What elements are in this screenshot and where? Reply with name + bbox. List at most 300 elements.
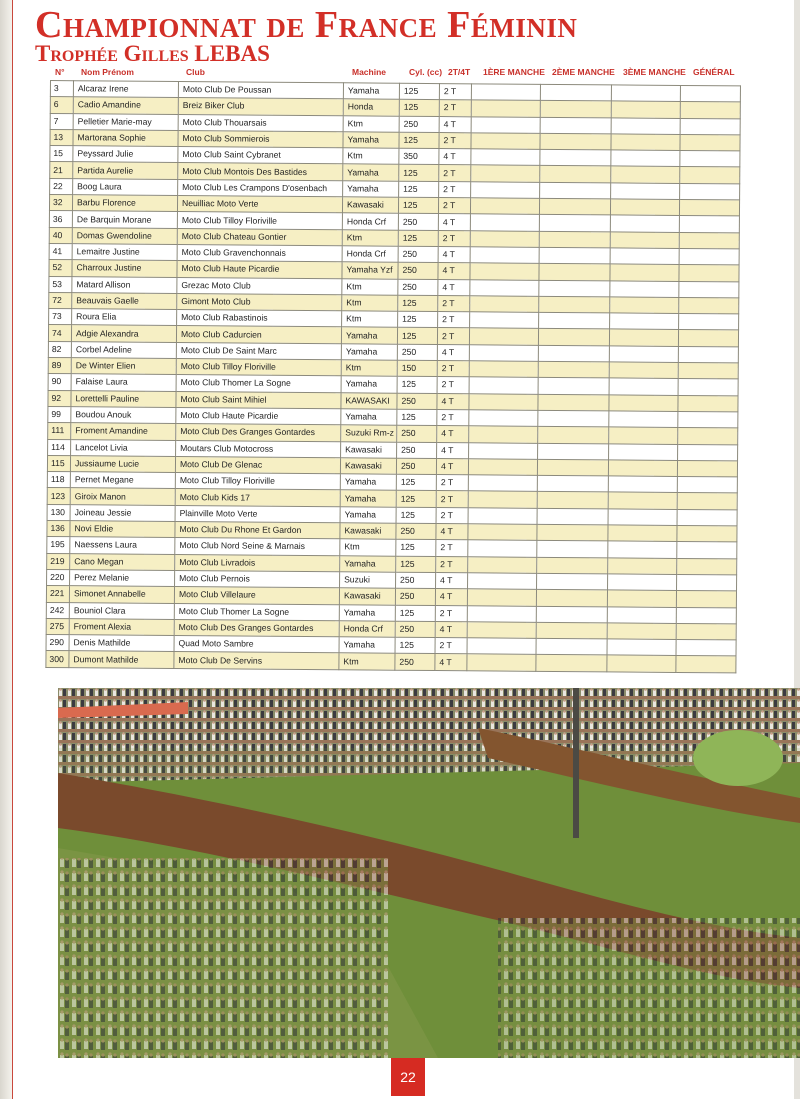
- rider-machine: Yamaha: [340, 507, 396, 524]
- rider-name: Lancelot Livia: [71, 439, 176, 456]
- rider-name: Cadio Amandine: [73, 97, 178, 114]
- manche-3-cell: [611, 118, 680, 135]
- column-header-num: N°: [55, 67, 65, 77]
- manche-3-cell: [608, 460, 677, 477]
- general-cell: [678, 379, 738, 396]
- general-cell: [677, 525, 737, 542]
- manche-2-cell: [539, 264, 610, 281]
- manche-3-cell: [608, 509, 677, 526]
- manche-2-cell: [536, 638, 607, 655]
- rider-stroke: 2 T: [438, 198, 470, 215]
- rider-machine: Ktm: [342, 311, 398, 328]
- rider-machine: Kawasaki: [339, 588, 395, 605]
- manche-2-cell: [537, 541, 608, 558]
- manche-2-cell: [538, 361, 609, 378]
- rider-cylinder: 125: [396, 491, 436, 508]
- rider-cylinder: 125: [396, 556, 436, 573]
- general-cell: [676, 623, 736, 640]
- rider-name: Adgie Alexandra: [71, 325, 176, 342]
- general-cell: [676, 640, 736, 657]
- rider-club: Breiz Biker Club: [178, 98, 343, 116]
- rider-club: Moto Club Pernois: [175, 570, 340, 588]
- rider-cylinder: 250: [397, 393, 437, 410]
- rider-number: 72: [49, 292, 72, 308]
- rider-number: 242: [46, 602, 69, 618]
- rider-number: 123: [47, 488, 70, 504]
- manche-2-cell: [538, 443, 609, 460]
- rider-stroke: 2 T: [435, 605, 467, 622]
- manche-1-cell: [469, 377, 538, 394]
- manche-2-cell: [537, 459, 608, 476]
- rider-machine: Yamaha: [340, 490, 396, 507]
- rider-machine: Honda Crf: [339, 621, 395, 638]
- rider-name: Cano Megan: [70, 553, 175, 570]
- rider-machine: Kawasaki: [340, 458, 396, 475]
- rider-cylinder: 250: [395, 588, 435, 605]
- manche-1-cell: [469, 328, 538, 345]
- rider-cylinder: 250: [395, 654, 435, 671]
- rider-number: 111: [48, 423, 71, 439]
- rider-number: 99: [48, 406, 71, 422]
- rider-machine: Ktm: [342, 295, 398, 312]
- page-subtitle: Trophée Gilles LEBAS: [35, 41, 270, 66]
- manche-1-cell: [470, 296, 539, 313]
- rider-name: Alcaraz Irene: [73, 81, 178, 98]
- general-cell: [678, 411, 738, 428]
- manche-2-cell: [537, 475, 608, 492]
- rider-cylinder: 125: [398, 295, 438, 312]
- rider-name: Giroix Manon: [70, 488, 175, 505]
- manche-3-cell: [610, 215, 679, 232]
- rider-stroke: 2 T: [438, 295, 470, 312]
- rider-number: 89: [48, 358, 71, 374]
- column-header-manche-2: 2ÈME MANCHE: [552, 67, 615, 77]
- rider-machine: Yamaha Yzf: [342, 262, 398, 279]
- rider-stroke: 2 T: [437, 361, 469, 378]
- rider-name: De Barquin Morane: [72, 211, 177, 228]
- rider-number: 195: [47, 537, 70, 553]
- rider-number: 219: [47, 553, 70, 569]
- manche-3-cell: [608, 574, 677, 591]
- manche-3-cell: [611, 101, 680, 118]
- general-cell: [677, 558, 737, 575]
- manche-3-cell: [608, 492, 677, 509]
- rider-club: Moto Club Chateau Gontier: [177, 228, 342, 246]
- rider-cylinder: 350: [399, 148, 439, 165]
- general-cell: [679, 216, 739, 233]
- manche-1-cell: [467, 654, 536, 671]
- rider-name: Bouniol Clara: [69, 602, 174, 619]
- rider-machine: Yamaha: [340, 474, 396, 491]
- manche-1-cell: [471, 133, 540, 150]
- manche-1-cell: [468, 491, 537, 508]
- rider-name: Denis Mathilde: [69, 635, 174, 652]
- rider-machine: KAWASAKI: [341, 392, 397, 409]
- column-header-general: GÉNÉRAL: [693, 67, 735, 77]
- rider-club: Moto Club Haute Picardie: [177, 261, 342, 279]
- manche-3-cell: [610, 232, 679, 249]
- rider-stroke: 4 T: [438, 247, 470, 264]
- manche-3-cell: [609, 411, 678, 428]
- manche-1-cell: [469, 426, 538, 443]
- manche-2-cell: [538, 394, 609, 411]
- rider-stroke: 4 T: [439, 116, 471, 133]
- rider-cylinder: 250: [398, 246, 438, 263]
- results-table: [45, 80, 741, 673]
- manche-1-cell: [469, 442, 538, 459]
- manche-3-cell: [609, 346, 678, 363]
- rider-machine: Honda Crf: [342, 213, 398, 230]
- rider-stroke: 2 T: [435, 638, 467, 655]
- rider-machine: Yamaha: [341, 344, 397, 361]
- rider-name: Perez Melanie: [70, 570, 175, 587]
- general-cell: [680, 167, 740, 184]
- manche-1-cell: [468, 459, 537, 476]
- general-cell: [679, 200, 739, 217]
- rider-stroke: 2 T: [439, 84, 471, 101]
- rider-number: 300: [46, 651, 69, 667]
- manche-2-cell: [540, 166, 611, 183]
- manche-1-cell: [467, 605, 536, 622]
- rider-stroke: 2 T: [439, 100, 471, 117]
- general-cell: [678, 362, 738, 379]
- manche-1-cell: [471, 165, 540, 182]
- manche-3-cell: [608, 476, 677, 493]
- general-cell: [678, 444, 738, 461]
- manche-2-cell: [540, 133, 611, 150]
- rider-machine: Yamaha: [341, 376, 397, 393]
- rider-club: Moto Club De Servins: [174, 652, 339, 670]
- rider-cylinder: 125: [399, 100, 439, 117]
- manche-3-cell: [607, 639, 676, 656]
- manche-1-cell: [471, 84, 540, 101]
- column-header-manche-1: 1ÈRE MANCHE: [483, 67, 545, 77]
- manche-2-cell: [539, 280, 610, 297]
- rider-number: 3: [50, 81, 73, 97]
- general-cell: [676, 591, 736, 608]
- manche-2-cell: [540, 182, 611, 199]
- rider-club: Moto Club Kids 17: [175, 489, 340, 507]
- rider-cylinder: 250: [398, 279, 438, 296]
- rider-club: Gimont Moto Club: [177, 293, 342, 311]
- rider-club: Moto Club Du Rhone Et Gardon: [175, 522, 340, 540]
- manche-2-cell: [537, 508, 608, 525]
- general-cell: [678, 395, 738, 412]
- rider-name: Froment Alexia: [69, 618, 174, 635]
- rider-club: Neuilliac Moto Verte: [177, 196, 342, 214]
- manche-2-cell: [536, 590, 607, 607]
- rider-cylinder: 250: [396, 523, 436, 540]
- rider-machine: Suzuki: [340, 572, 396, 589]
- rider-cylinder: 125: [396, 507, 436, 524]
- rider-machine: Yamaha: [339, 637, 395, 654]
- rider-club: Moto Club Montois Des Bastides: [178, 163, 343, 181]
- rider-stroke: 2 T: [436, 491, 468, 508]
- rider-stroke: 2 T: [439, 165, 471, 182]
- manche-1-cell: [470, 247, 539, 264]
- rider-club: Moto Club Saint Mihiel: [176, 391, 341, 409]
- manche-3-cell: [610, 313, 679, 330]
- rider-club: Moto Club Haute Picardie: [176, 407, 341, 425]
- column-header-manche-3: 3ÈME MANCHE: [623, 67, 686, 77]
- manche-3-cell: [608, 525, 677, 542]
- rider-club: Plainville Moto Verte: [175, 505, 340, 523]
- general-cell: [678, 428, 738, 445]
- general-cell: [680, 118, 740, 135]
- rider-number: 90: [48, 374, 71, 390]
- rider-cylinder: 125: [398, 197, 438, 214]
- rider-name: Falaise Laura: [71, 374, 176, 391]
- general-cell: [679, 297, 739, 314]
- rider-name: Jussiaume Lucie: [70, 456, 175, 473]
- general-cell: [679, 281, 739, 298]
- manche-3-cell: [611, 85, 680, 102]
- manche-3-cell: [610, 199, 679, 216]
- rider-number: 275: [46, 618, 69, 634]
- rider-club: Moto Club Thomer La Sogne: [174, 603, 339, 621]
- rider-stroke: 2 T: [436, 475, 468, 492]
- rider-cylinder: 150: [397, 360, 437, 377]
- rider-number: 82: [48, 341, 71, 357]
- manche-2-cell: [539, 198, 610, 215]
- rider-stroke: 2 T: [436, 556, 468, 573]
- manche-3-cell: [609, 329, 678, 346]
- column-header-machine: Machine: [352, 67, 387, 77]
- rider-cylinder: 250: [395, 621, 435, 638]
- rider-number: 53: [49, 276, 72, 292]
- manche-2-cell: [539, 215, 610, 232]
- manche-1-cell: [471, 149, 540, 166]
- manche-1-cell: [468, 524, 537, 541]
- rider-cylinder: 125: [397, 328, 437, 345]
- manche-1-cell: [468, 475, 537, 492]
- manche-2-cell: [537, 573, 608, 590]
- rider-name: De Winter Elien: [71, 358, 176, 375]
- rider-machine: Yamaha: [343, 181, 399, 198]
- rider-stroke: 2 T: [436, 540, 468, 557]
- rider-club: Moutars Club Motocross: [176, 440, 341, 458]
- column-header-club: Club: [186, 67, 205, 77]
- manche-1-cell: [468, 508, 537, 525]
- manche-2-cell: [540, 101, 611, 118]
- manche-3-cell: [608, 541, 677, 558]
- general-cell: [677, 477, 737, 494]
- rider-name: Beauvais Gaelle: [72, 293, 177, 310]
- rider-machine: Yamaha: [339, 604, 395, 621]
- rider-cylinder: 250: [397, 425, 437, 442]
- page-spine: [0, 0, 13, 1099]
- rider-stroke: 2 T: [437, 328, 469, 345]
- rider-number: 220: [47, 569, 70, 585]
- column-header-stroke: 2T/4T: [448, 67, 471, 77]
- rider-club: Moto Club Cadurcien: [176, 326, 341, 344]
- column-header-name: Nom Prénom: [81, 67, 134, 77]
- rider-stroke: 2 T: [438, 312, 470, 329]
- rider-stroke: 4 T: [435, 589, 467, 606]
- rider-number: 290: [46, 635, 69, 651]
- rider-name: Lemaitre Justine: [72, 244, 177, 261]
- manche-3-cell: [610, 297, 679, 314]
- manche-3-cell: [609, 395, 678, 412]
- manche-2-cell: [539, 296, 610, 313]
- rider-stroke: 4 T: [435, 654, 467, 671]
- manche-1-cell: [468, 573, 537, 590]
- manche-1-cell: [469, 345, 538, 362]
- rider-name: Matard Allison: [72, 276, 177, 293]
- rider-club: Moto Club Livradois: [175, 554, 340, 572]
- general-cell: [680, 134, 740, 151]
- manche-2-cell: [537, 524, 608, 541]
- rider-stroke: 4 T: [439, 149, 471, 166]
- rider-stroke: 4 T: [435, 621, 467, 638]
- manche-2-cell: [538, 345, 609, 362]
- rider-machine: Kawasaki: [341, 441, 397, 458]
- rider-number: 22: [50, 178, 73, 194]
- general-cell: [677, 460, 737, 477]
- rider-name: Partida Aurelie: [73, 162, 178, 179]
- rider-cylinder: 125: [395, 637, 435, 654]
- manche-3-cell: [611, 150, 680, 167]
- manche-2-cell: [536, 655, 607, 672]
- rider-stroke: 4 T: [437, 442, 469, 459]
- rider-cylinder: 125: [399, 165, 439, 182]
- general-cell: [679, 265, 739, 282]
- manche-3-cell: [607, 590, 676, 607]
- rider-cylinder: 250: [398, 263, 438, 280]
- rider-number: 40: [49, 227, 72, 243]
- manche-1-cell: [470, 198, 539, 215]
- manche-3-cell: [608, 558, 677, 575]
- rider-stroke: 2 T: [438, 230, 470, 247]
- manche-1-cell: [469, 361, 538, 378]
- rider-number: 74: [48, 325, 71, 341]
- rider-number: 41: [49, 243, 72, 259]
- rider-number: 130: [47, 504, 70, 520]
- rider-club: Moto Club Sommierois: [178, 130, 343, 148]
- manche-1-cell: [467, 638, 536, 655]
- rider-stroke: 4 T: [436, 524, 468, 541]
- rider-cylinder: 125: [399, 83, 439, 100]
- manche-2-cell: [538, 378, 609, 395]
- manche-2-cell: [539, 313, 610, 330]
- results-table-body: [46, 81, 741, 673]
- manche-3-cell: [611, 166, 680, 183]
- page-title: Championnat de France Féminin: [35, 4, 578, 46]
- rider-stroke: 2 T: [437, 409, 469, 426]
- rider-stroke: 4 T: [438, 279, 470, 296]
- rider-machine: Ktm: [342, 278, 398, 295]
- manche-2-cell: [536, 622, 607, 639]
- manche-3-cell: [607, 606, 676, 623]
- manche-2-cell: [539, 247, 610, 264]
- rider-number: 221: [46, 586, 69, 602]
- rider-machine: Ktm: [339, 653, 395, 670]
- manche-3-cell: [607, 623, 676, 640]
- general-cell: [677, 493, 737, 510]
- manche-1-cell: [471, 100, 540, 117]
- manche-2-cell: [538, 410, 609, 427]
- manche-1-cell: [470, 312, 539, 329]
- manche-2-cell: [539, 231, 610, 248]
- rider-name: Boudou Anouk: [71, 407, 176, 424]
- rider-club: Moto Club De Saint Marc: [176, 342, 341, 360]
- rider-club: Grezac Moto Club: [177, 277, 342, 295]
- manche-3-cell: [610, 248, 679, 265]
- rider-number: 114: [48, 439, 71, 455]
- rider-name: Domas Gwendoline: [72, 227, 177, 244]
- manche-1-cell: [468, 540, 537, 557]
- rider-club: Moto Club Tilloy Floriville: [175, 473, 340, 491]
- rider-stroke: 4 T: [437, 426, 469, 443]
- manche-3-cell: [609, 443, 678, 460]
- manche-2-cell: [540, 84, 611, 101]
- rider-name: Simonet Annabelle: [69, 586, 174, 603]
- rider-machine: Kawasaki: [340, 523, 396, 540]
- general-cell: [679, 248, 739, 265]
- rider-machine: Yamaha: [341, 327, 397, 344]
- rider-club: Moto Club Gravenchonnais: [177, 244, 342, 262]
- rider-club: Moto Club Tilloy Floriville: [176, 359, 341, 377]
- general-cell: [678, 346, 738, 363]
- rider-machine: Yamaha: [343, 132, 399, 149]
- rider-name: Novi Eldie: [70, 521, 175, 538]
- column-header-cyl: Cyl. (cc): [409, 67, 443, 77]
- general-cell: [680, 151, 740, 168]
- rider-cylinder: 125: [397, 409, 437, 426]
- manche-2-cell: [538, 427, 609, 444]
- rider-club: Moto Club De Glenac: [175, 456, 340, 474]
- rider-machine: Yamaha: [340, 555, 396, 572]
- rider-name: Pelletier Marie-may: [73, 113, 178, 130]
- manche-1-cell: [470, 263, 539, 280]
- rider-club: Moto Club Villelaure: [174, 587, 339, 605]
- manche-2-cell: [540, 150, 611, 167]
- rider-cylinder: 250: [399, 116, 439, 133]
- manche-3-cell: [609, 378, 678, 395]
- rider-stroke: 4 T: [436, 458, 468, 475]
- manche-3-cell: [611, 183, 680, 200]
- rider-number: 118: [47, 472, 70, 488]
- rider-machine: Ktm: [341, 360, 397, 377]
- rider-club: Moto Club Thomer La Sogne: [176, 375, 341, 393]
- rider-number: 52: [49, 260, 72, 276]
- rider-cylinder: 250: [396, 572, 436, 589]
- rider-cylinder: 250: [397, 344, 437, 361]
- rider-cylinder: 125: [396, 474, 436, 491]
- rider-cylinder: 125: [398, 230, 438, 247]
- general-cell: [678, 330, 738, 347]
- rider-stroke: 2 T: [439, 132, 471, 149]
- rider-machine: Ktm: [342, 229, 398, 246]
- rider-machine: Kawasaki: [342, 197, 398, 214]
- rider-club: Moto Club Tilloy Floriville: [177, 212, 342, 230]
- rider-stroke: 2 T: [436, 507, 468, 524]
- general-cell: [679, 232, 739, 249]
- general-cell: [677, 509, 737, 526]
- general-cell: [680, 183, 740, 200]
- rider-name: Peyssard Julie: [73, 146, 178, 163]
- general-cell: [680, 85, 740, 102]
- rider-name: Naessens Laura: [70, 537, 175, 554]
- manche-1-cell: [467, 589, 536, 606]
- rider-club: Moto Club Saint Cybranet: [178, 147, 343, 165]
- rider-name: Charroux Justine: [72, 260, 177, 277]
- rider-name: Joineau Jessie: [70, 504, 175, 521]
- rider-cylinder: 125: [396, 540, 436, 557]
- rider-machine: Honda: [343, 99, 399, 116]
- manche-3-cell: [611, 134, 680, 151]
- rider-cylinder: 250: [396, 458, 436, 475]
